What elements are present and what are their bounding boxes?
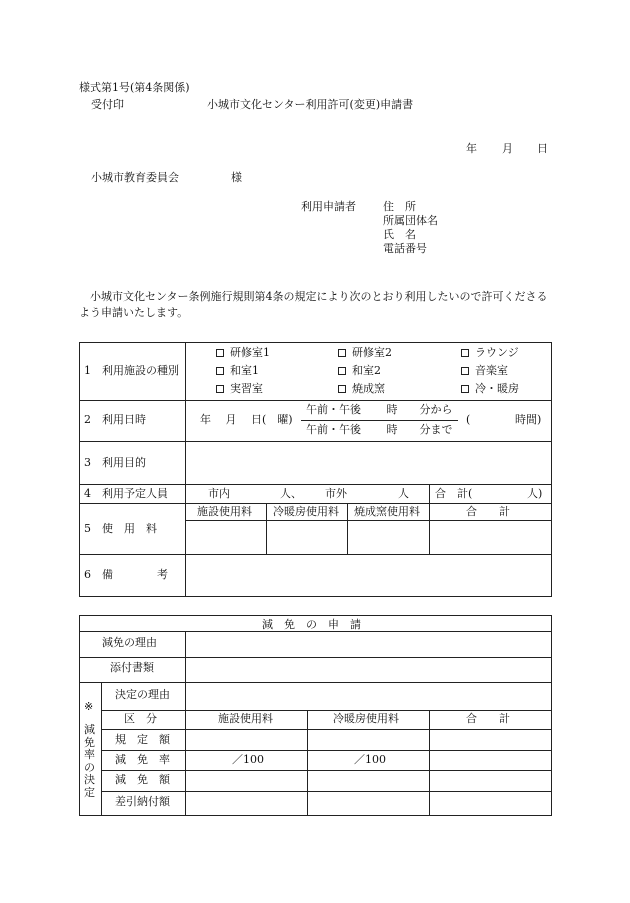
usage-hours-field[interactable]: 時間) [515, 413, 542, 426]
col-header-aircon-fee: 冷暖房使用料 [333, 712, 399, 725]
checkbox-icon[interactable] [216, 349, 224, 357]
facility-option[interactable]: 和室2 [338, 365, 381, 378]
facility-option[interactable]: 焼成窯 [338, 383, 385, 396]
date-day: 日 [537, 142, 548, 155]
facility-option[interactable]: 研修室2 [338, 347, 392, 360]
reduction-decision-side-label: 減 免 率 の 決 定 [84, 723, 95, 799]
col-header-category: 区 分 [124, 712, 157, 725]
fee-header-aircon: 冷暖房使用料 [273, 505, 339, 518]
checkbox-icon[interactable] [461, 349, 469, 357]
checkbox-icon[interactable] [461, 385, 469, 393]
attachments-label: 添付書類 [110, 661, 154, 674]
applicant-address-label: 住 所 [383, 200, 416, 213]
usage-end-time-field[interactable]: 午前・午後 時 分まで [306, 423, 453, 436]
reduction-reason-label: 減免の理由 [102, 636, 157, 649]
checkbox-icon[interactable] [338, 367, 346, 375]
date-month: 月 [502, 142, 513, 155]
row-facility-type-label: 1 利用施設の種別 [84, 364, 179, 377]
reduction-reason-field[interactable] [187, 632, 551, 656]
applicant-organization-label: 所属団体名 [383, 214, 438, 227]
remarks-field[interactable] [187, 555, 551, 596]
col-header-total: 合 計 [466, 712, 510, 725]
facility-option[interactable]: 和室1 [216, 365, 259, 378]
date-year: 年 [466, 142, 477, 155]
facility-option[interactable]: 冷・暖房 [461, 383, 519, 396]
checkbox-icon[interactable] [338, 385, 346, 393]
row-net-payment: 差引納付額 [115, 795, 170, 808]
row-usage-fee-label: 5 使 用 料 [84, 522, 157, 535]
row-usage-purpose-label: 3 利用目的 [84, 456, 146, 469]
usage-date-field[interactable]: 年 月 日( 曜) [200, 413, 293, 426]
attachments-field[interactable] [187, 658, 551, 681]
official-use-mark: ※ [84, 700, 94, 713]
fee-header-facility: 施設使用料 [197, 505, 252, 518]
checkbox-icon[interactable] [216, 385, 224, 393]
addressee-honorific: 様 [231, 171, 242, 184]
reduction-rate-facility[interactable]: ／100 [232, 753, 264, 766]
usage-purpose-field[interactable] [187, 442, 551, 483]
row-usage-datetime-label: 2 利用日時 [84, 413, 146, 426]
usage-start-time-field[interactable]: 午前・午後 時 分から [306, 403, 453, 416]
col-header-facility-fee: 施設使用料 [218, 712, 273, 725]
addressee-name: 小城市教育委員会 [91, 171, 179, 184]
stamp-label: 受付印 [91, 98, 124, 111]
reduction-rate-aircon[interactable]: ／100 [354, 753, 386, 766]
intro-paragraph: 小城市文化センター条例施行規則第4条の規定により次のとおり利用したいので許可くださるよう申請いたします。 [79, 290, 548, 319]
facility-option[interactable]: ラウンジ [461, 347, 519, 360]
applicant-phone-label: 電話番号 [383, 242, 427, 255]
attendance-city-in-label: 市内 [208, 487, 230, 500]
attendance-city-out-label: 市外 [325, 487, 347, 500]
row-standard-amount: 規 定 額 [115, 733, 170, 746]
fee-header-kiln: 焼成窯使用料 [354, 505, 420, 518]
row-reduction-amount: 減 免 額 [115, 773, 170, 786]
row-remarks-label: 6 備 考 [84, 568, 168, 581]
applicant-name-label: 氏 名 [383, 228, 416, 241]
form-number: 様式第1号(第4条関係) [79, 81, 190, 94]
checkbox-icon[interactable] [338, 349, 346, 357]
facility-option[interactable]: 音楽室 [461, 365, 508, 378]
usage-hours-open: ( [466, 413, 471, 426]
attendance-city-out-unit: 人 [398, 487, 409, 500]
attendance-total-label: 合 計( [435, 487, 473, 500]
facility-option[interactable]: 実習室 [216, 383, 263, 396]
attendance-total-unit: 人) [527, 487, 543, 500]
reduction-title: 減 免 の 申 請 [262, 618, 361, 631]
decision-reason-label: 決定の理由 [115, 688, 170, 701]
applicant-label: 利用申請者 [301, 200, 356, 213]
row-reduction-rate: 減 免 率 [115, 753, 170, 766]
checkbox-icon[interactable] [461, 367, 469, 375]
document-title: 小城市文化センター利用許可(変更)申請書 [207, 98, 414, 111]
checkbox-icon[interactable] [216, 367, 224, 375]
facility-option[interactable]: 研修室1 [216, 347, 270, 360]
row-expected-attendance-label: 4 利用予定人員 [84, 487, 168, 500]
decision-reason-field[interactable] [187, 683, 551, 709]
fee-header-total: 合 計 [466, 505, 510, 518]
attendance-city-in-unit: 人、 [280, 487, 302, 500]
